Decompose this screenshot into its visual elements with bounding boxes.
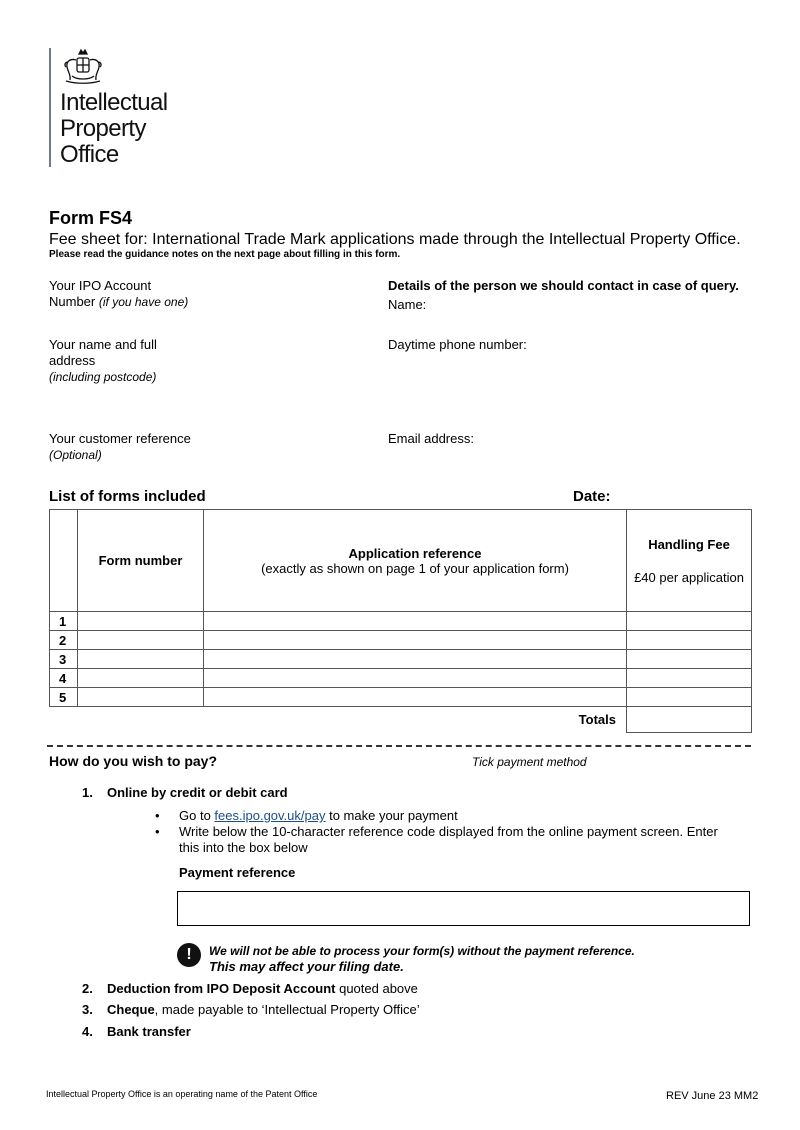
table-row [50,669,752,688]
row-number: 5 [50,688,78,707]
header-index-cell [50,510,78,612]
date-label[interactable]: Date: [573,488,611,505]
bullet-write-reference [179,824,718,856]
fee-title: Handling Fee [648,536,730,552]
customer-ref-note: (Optional) [49,448,102,462]
header-handling-fee [627,510,752,612]
form-number-cell[interactable] [78,650,204,669]
totals-blank [78,707,204,733]
customer-reference-label [49,431,191,463]
option3-bold: Cheque [107,1002,155,1017]
option-cheque[interactable] [107,1002,420,1018]
address-label-line2: address [49,353,96,368]
row-number: 3 [50,650,78,669]
footer-operating-name: Intellectual Property Office is an operating name of the Patent Office [46,1089,318,1099]
fee-cell[interactable] [627,612,752,631]
option-1-number: 1. [82,785,93,800]
guidance-note: Please read the guidance notes on the next page about filling in this form. [49,249,401,260]
bullet1-pre: Go to [179,808,215,823]
form-number-cell[interactable] [78,631,204,650]
app-ref-cell[interactable] [204,669,627,688]
account-number-label [49,278,188,310]
header-application-reference [204,510,627,612]
table-row [50,650,752,669]
fee-note: £40 per application [634,569,744,585]
table-row [50,631,752,650]
warning-line-1: We will not be able to process your form(s) without the payment reference. [209,944,635,958]
account-label-line2: Number [49,294,96,309]
org-line-3: Office [60,141,119,168]
forms-list-heading: List of forms included [49,488,206,505]
app-ref-cell[interactable] [204,650,627,669]
option-4-number: 4. [82,1024,93,1039]
app-ref-note: (exactly as shown on page 1 of your application form) [261,560,569,576]
option-online-card[interactable]: Online by credit or debit card [107,785,288,800]
form-title: Form FS4 [49,208,133,228]
totals-blank [50,707,78,733]
tick-note: Tick payment method [472,755,587,769]
address-label-line1: Your name and full [49,337,157,352]
fee-cell[interactable] [627,650,752,669]
totals-cell[interactable] [627,707,752,733]
form-subtitle: Fee sheet for: International Trade Mark applications made through the Intellectual Property Office. [49,231,741,248]
org-line-2: Property [60,115,146,142]
name-label[interactable]: Name: [388,297,427,312]
exclamation-icon: ! [177,943,201,967]
account-note: (if you have one) [98,295,189,309]
footer-revision: REV June 23 MM2 [666,1090,759,1102]
app-ref-title: Application reference [348,545,482,561]
option2-rest: quoted above [335,981,418,996]
fee-cell[interactable] [627,669,752,688]
fee-cell[interactable] [627,688,752,707]
row-number: 2 [50,631,78,650]
fee-cell[interactable] [627,631,752,650]
totals-label: Totals [578,712,616,727]
email-label[interactable]: Email address: [388,431,474,446]
app-ref-cell[interactable] [204,688,627,707]
bullet1-post: to make your payment [325,808,458,823]
option-2-number: 2. [82,981,93,996]
payment-link[interactable]: fees.ipo.gov.uk/pay [214,808,326,823]
option-3-number: 3. [82,1002,93,1017]
bullet2-line1: Write below the 10-character reference code displayed from the online payment screen. Enter [179,824,718,839]
form-number-cell[interactable] [78,688,204,707]
address-note: (including postcode) [49,370,157,384]
payment-reference-label: Payment reference [179,865,296,880]
row-number: 4 [50,669,78,688]
table-row [50,612,752,631]
customer-ref-label-line: Your customer reference [49,431,191,446]
row-number: 1 [50,612,78,631]
contact-heading: Details of the person we should contact in case of query. [388,278,739,293]
bullet2-line2: this into the box below [179,840,308,855]
header-form-number: Form number [78,510,204,612]
app-ref-cell[interactable] [204,631,627,650]
form-number-cell[interactable] [78,669,204,688]
org-line-1: Intellectual [60,89,168,116]
payment-reference-input[interactable] [177,891,750,926]
bullet-go-to [179,808,458,824]
form-number-cell[interactable] [78,612,204,631]
bullet-icon: • [155,824,160,839]
address-label [49,337,157,385]
app-ref-cell[interactable] [204,612,627,631]
totals-row [50,707,752,733]
option-bank-transfer[interactable]: Bank transfer [107,1024,191,1039]
option3-rest: , made payable to ‘Intellectual Property Office’ [154,1002,420,1017]
option2-bold: Deduction from IPO Deposit Account [107,981,336,996]
dashed-separator [47,745,751,747]
bullet-icon: • [155,808,160,823]
payment-heading: How do you wish to pay? [49,753,217,769]
logo-divider [49,48,51,167]
warning-line-2: This may affect your filing date. [209,959,404,974]
forms-table [49,509,752,733]
table-header-row [50,510,752,612]
royal-crest-icon [60,48,106,86]
account-label-line1: Your IPO Account [49,278,152,293]
organisation-name [60,90,168,168]
option-deposit-account[interactable] [107,981,418,997]
table-row [50,688,752,707]
phone-label[interactable]: Daytime phone number: [388,337,527,352]
